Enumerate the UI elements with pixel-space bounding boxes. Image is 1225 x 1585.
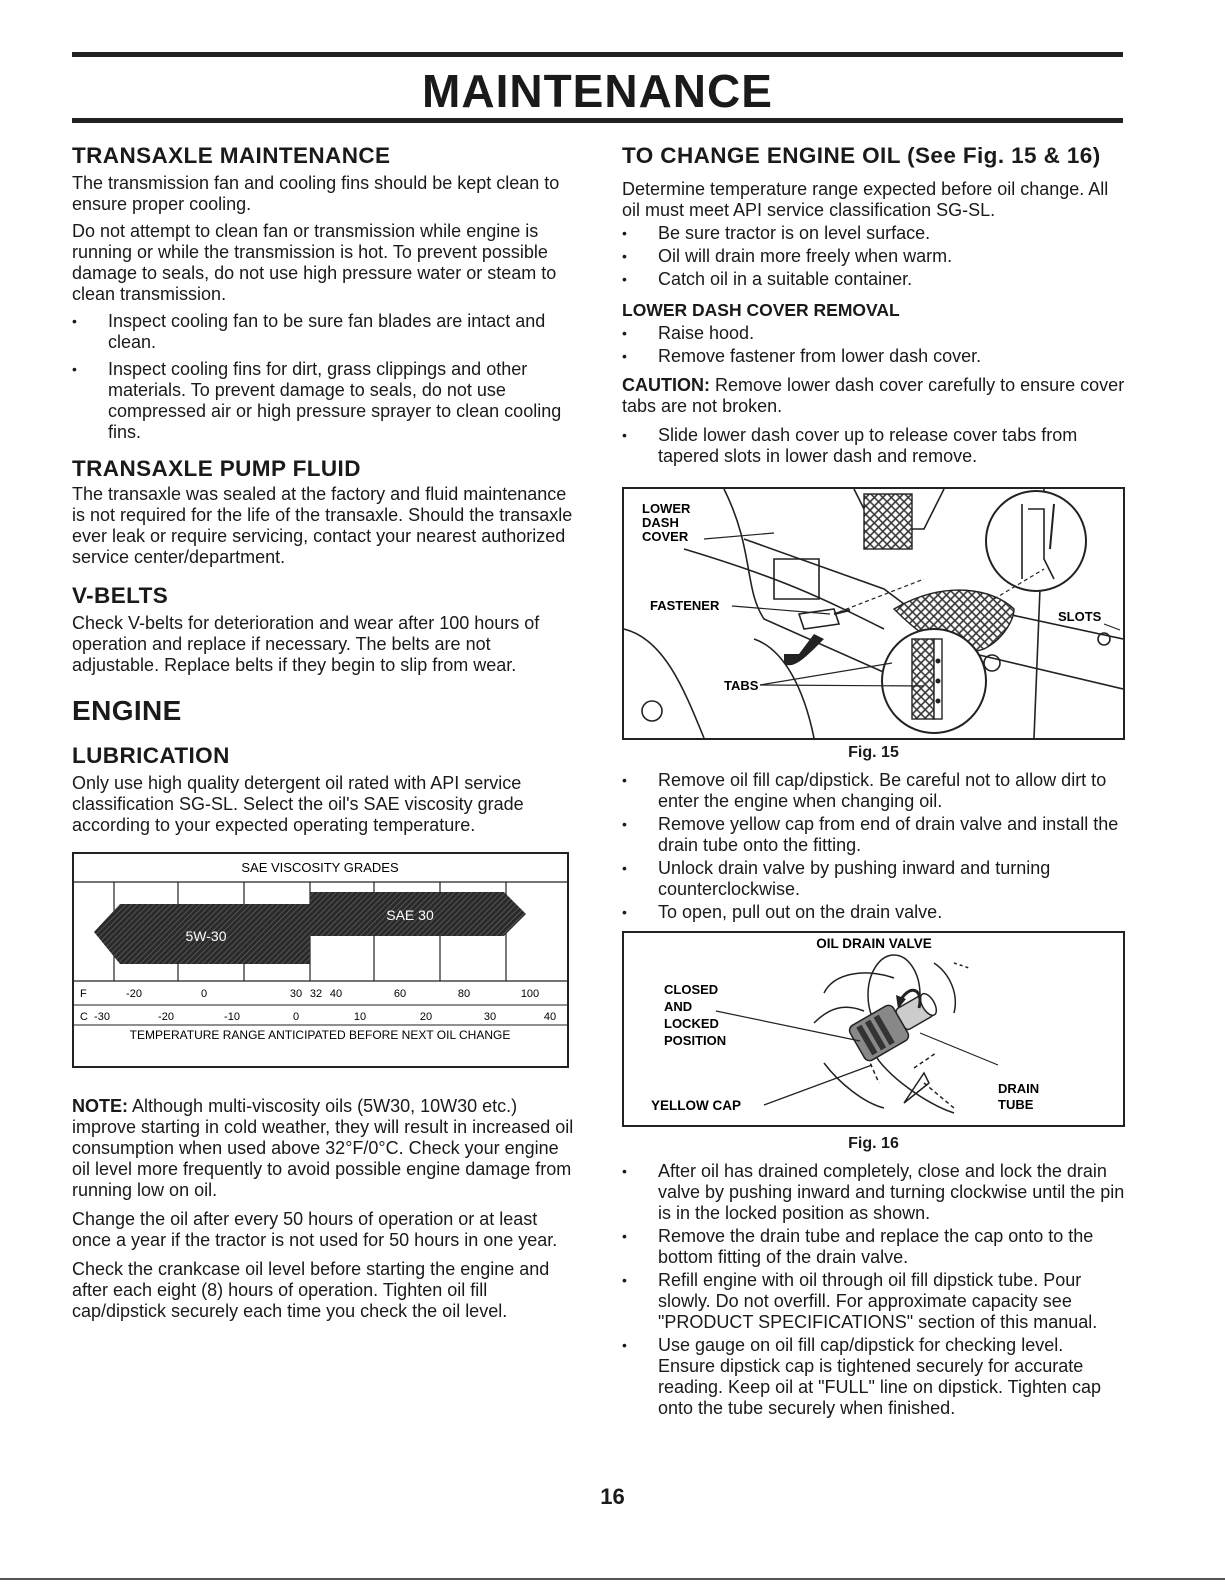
drain-bullets <box>622 770 1125 923</box>
fig16-label-drain: DRAIN <box>998 1081 1040 1096</box>
f-tick-label: -20 <box>126 987 142 1000</box>
viscosity-chart-graphic <box>74 854 567 1066</box>
c-tick-label: 30 <box>483 1010 497 1023</box>
transaxle-heading: TRANSAXLE MAINTENANCE <box>72 143 391 168</box>
fig16-illustration <box>622 931 1125 1127</box>
c-axis-label: C <box>80 1010 88 1023</box>
c-tick-label: -30 <box>94 1010 110 1023</box>
chart-title: SAE VISCOSITY GRADES <box>241 859 399 875</box>
dash-bullets <box>622 323 1125 367</box>
fig15-illustration <box>622 487 1125 740</box>
c-tick-label: 10 <box>353 1010 367 1023</box>
fig16-label-locked: LOCKED <box>664 1016 719 1031</box>
change-oil-bullets <box>622 223 1125 290</box>
c-tick-label: -10 <box>224 1010 240 1023</box>
title-underline <box>72 118 1123 123</box>
f-tick-label: 80 <box>457 987 471 1000</box>
note-label: NOTE: <box>72 1095 128 1116</box>
transaxle-p2: Do not attempt to clean fan or transmission while engine is running or while the transmission is hot. To prevent possible damage to seals, do not use high pressure water or steam to clean transmission. <box>72 221 557 304</box>
f-tick-label: 100 <box>520 987 540 1000</box>
fig15-label-cover: COVER <box>642 529 689 544</box>
c-axis-ticks <box>94 1011 556 1023</box>
caution-label: CAUTION: <box>622 375 710 395</box>
fig15-caption: Fig. 15 <box>848 744 899 761</box>
list-item: • Refill engine with oil through oil fill dipstick tube. Pour slowly. Do not overfill. For approximate capacity see "PRODUCT SPECIFICATIONS" section of this manual. <box>622 1270 1125 1333</box>
fig15-label-lower: LOWER <box>642 501 691 516</box>
pump-heading: TRANSAXLE PUMP FLUID <box>72 456 361 481</box>
left-column <box>72 142 574 1322</box>
list-item: • Inspect cooling fan to be sure fan blades are intact and clean. <box>72 311 574 353</box>
list-item: • Unlock drain valve by pushing inward and turning counterclockwise. <box>622 858 1125 900</box>
refill-bullets <box>622 1161 1125 1419</box>
f-tick-label: 0 <box>200 987 208 1000</box>
fig16-label-and: AND <box>664 999 693 1014</box>
viscosity-chart <box>72 852 569 1068</box>
vbelts-heading: V-BELTS <box>72 583 169 608</box>
top-rule <box>72 52 1123 57</box>
fig15-graphic <box>624 489 1123 738</box>
fig16-caption: Fig. 16 <box>848 1135 899 1152</box>
page-number: 16 <box>600 1484 625 1509</box>
fig16-label-closed: CLOSED <box>664 982 719 997</box>
list-item: • To open, pull out on the drain valve. <box>622 902 1125 923</box>
f-axis-label: F <box>80 987 87 1000</box>
list-item: • Be sure tractor is on level surface. <box>622 223 1125 244</box>
lubrication-heading: LUBRICATION <box>72 742 230 768</box>
c-tick-label: 0 <box>292 1010 300 1023</box>
f-tick-label: 40 <box>329 987 343 1000</box>
list-item: • Inspect cooling fins for dirt, grass clippings and other materials. To prevent damage to seals, do not use compressed air or high pressure sprayer to clean cooling fins. <box>72 359 574 443</box>
list-item: • Remove yellow cap from end of drain valve and install the drain tube onto the fitting. <box>622 814 1125 856</box>
change-oil-heading: TO CHANGE ENGINE OIL (See Fig. 15 & 16) <box>622 143 1101 168</box>
list-item: • After oil has drained completely, close and lock the drain valve by pushing inward and turning clockwise until the pin is in the locked position as shown. <box>622 1161 1125 1224</box>
f-tick-label: 60 <box>393 987 407 1000</box>
fig15-label-slots: SLOTS <box>1058 609 1102 624</box>
pump-p1: The transaxle was sealed at the factory and fluid maintenance is not required for the life of the transaxle. Should the transaxle ever leak or require servicing, contact your nearest authorized service center/department. <box>72 484 573 567</box>
f-tick-label: 30 <box>289 987 303 1000</box>
grade-sae30-label: SAE 30 <box>386 906 434 923</box>
f-axis-ticks <box>126 988 539 1000</box>
bottom-rule <box>0 1578 1225 1580</box>
fig16-title: OIL DRAIN VALVE <box>816 936 932 951</box>
fig16-label-tube: TUBE <box>998 1097 1034 1112</box>
list-item: • Oil will drain more freely when warm. <box>622 246 1125 267</box>
list-item: • Remove the drain tube and replace the cap onto to the bottom fitting of the drain valve. <box>622 1226 1125 1268</box>
grade-5w30-label: 5W-30 <box>185 927 227 944</box>
list-item: • Catch oil in a suitable container. <box>622 269 1125 290</box>
dash-heading: LOWER DASH COVER REMOVAL <box>622 300 900 320</box>
f-tick-label: 32 <box>309 987 323 1000</box>
c-tick-label: 20 <box>419 1010 433 1023</box>
check-oil-paragraph: Check the crankcase oil level before starting the engine and after each eight (8) hours of operation. Tighten oil fill cap/dipstick securely each time you check the oil level. <box>72 1258 550 1321</box>
list-item: • Remove fastener from lower dash cover. <box>622 346 1125 367</box>
vbelts-p1: Check V-belts for deterioration and wear after 100 hours of operation and replace if necessary. The belts are not adjustable. Replace belts if they begin to slip from wear. <box>72 613 540 675</box>
caution-text: Remove lower dash cover carefully to ensure cover tabs are not broken. <box>622 375 1125 416</box>
fig16-label-position: POSITION <box>664 1033 727 1048</box>
engine-heading: ENGINE <box>72 695 182 726</box>
fig16-label-yellow-cap: YELLOW CAP <box>651 1098 741 1113</box>
list-item: • Use gauge on oil fill cap/dipstick for checking level. Ensure dipstick cap is tightened securely for accurate reading. Keep oil at "FULL" line on dipstick. Tighten cap onto the tube securely when finished. <box>622 1335 1125 1419</box>
fig15-label-fastener: FASTENER <box>650 598 720 613</box>
right-column <box>622 142 1125 1419</box>
fig16-graphic <box>624 933 1123 1125</box>
note-paragraph <box>72 1096 574 1201</box>
dash-bullets-2 <box>622 425 1125 467</box>
chart-footer: TEMPERATURE RANGE ANTICIPATED BEFORE NEXT OIL CHANGE <box>129 1027 511 1042</box>
change-oil-paragraph: Change the oil after every 50 hours of operation or at least once a year if the tractor is not used for 50 hours in one year. <box>72 1208 558 1250</box>
list-item: • Slide lower dash cover up to release cover tabs from tapered slots in lower dash and remove. <box>622 425 1125 467</box>
c-tick-label: -20 <box>158 1010 174 1023</box>
lubrication-p1: Only use high quality detergent oil rated with API service classification SG-SL. Select the oil's SAE viscosity grade according to your expected operating temperature. <box>72 772 524 835</box>
note-text: Although multi-viscosity oils (5W30, 10W30 etc.) improve starting in cold weather, they will result in increased oil consumption when used above 32°F/0°C. Check your engine oil level more frequently to avoid possible engine damage from running low on oil. <box>72 1095 574 1200</box>
change-oil-p1: Determine temperature range expected before oil change. All oil must meet API service classification SG-SL. <box>622 179 1109 220</box>
c-tick-label: 40 <box>543 1010 557 1023</box>
list-item: • Raise hood. <box>622 323 1125 344</box>
fig15-label-tabs: TABS <box>724 678 759 693</box>
page-title: MAINTENANCE <box>422 65 773 117</box>
transaxle-p1: The transmission fan and cooling fins should be kept clean to ensure proper cooling. <box>72 173 560 214</box>
transaxle-bullets <box>72 311 574 443</box>
caution-paragraph <box>622 375 1125 417</box>
fig15-label-dash: DASH <box>642 515 679 530</box>
list-item: • Remove oil fill cap/dipstick. Be careful not to allow dirt to enter the engine when changing oil. <box>622 770 1125 812</box>
